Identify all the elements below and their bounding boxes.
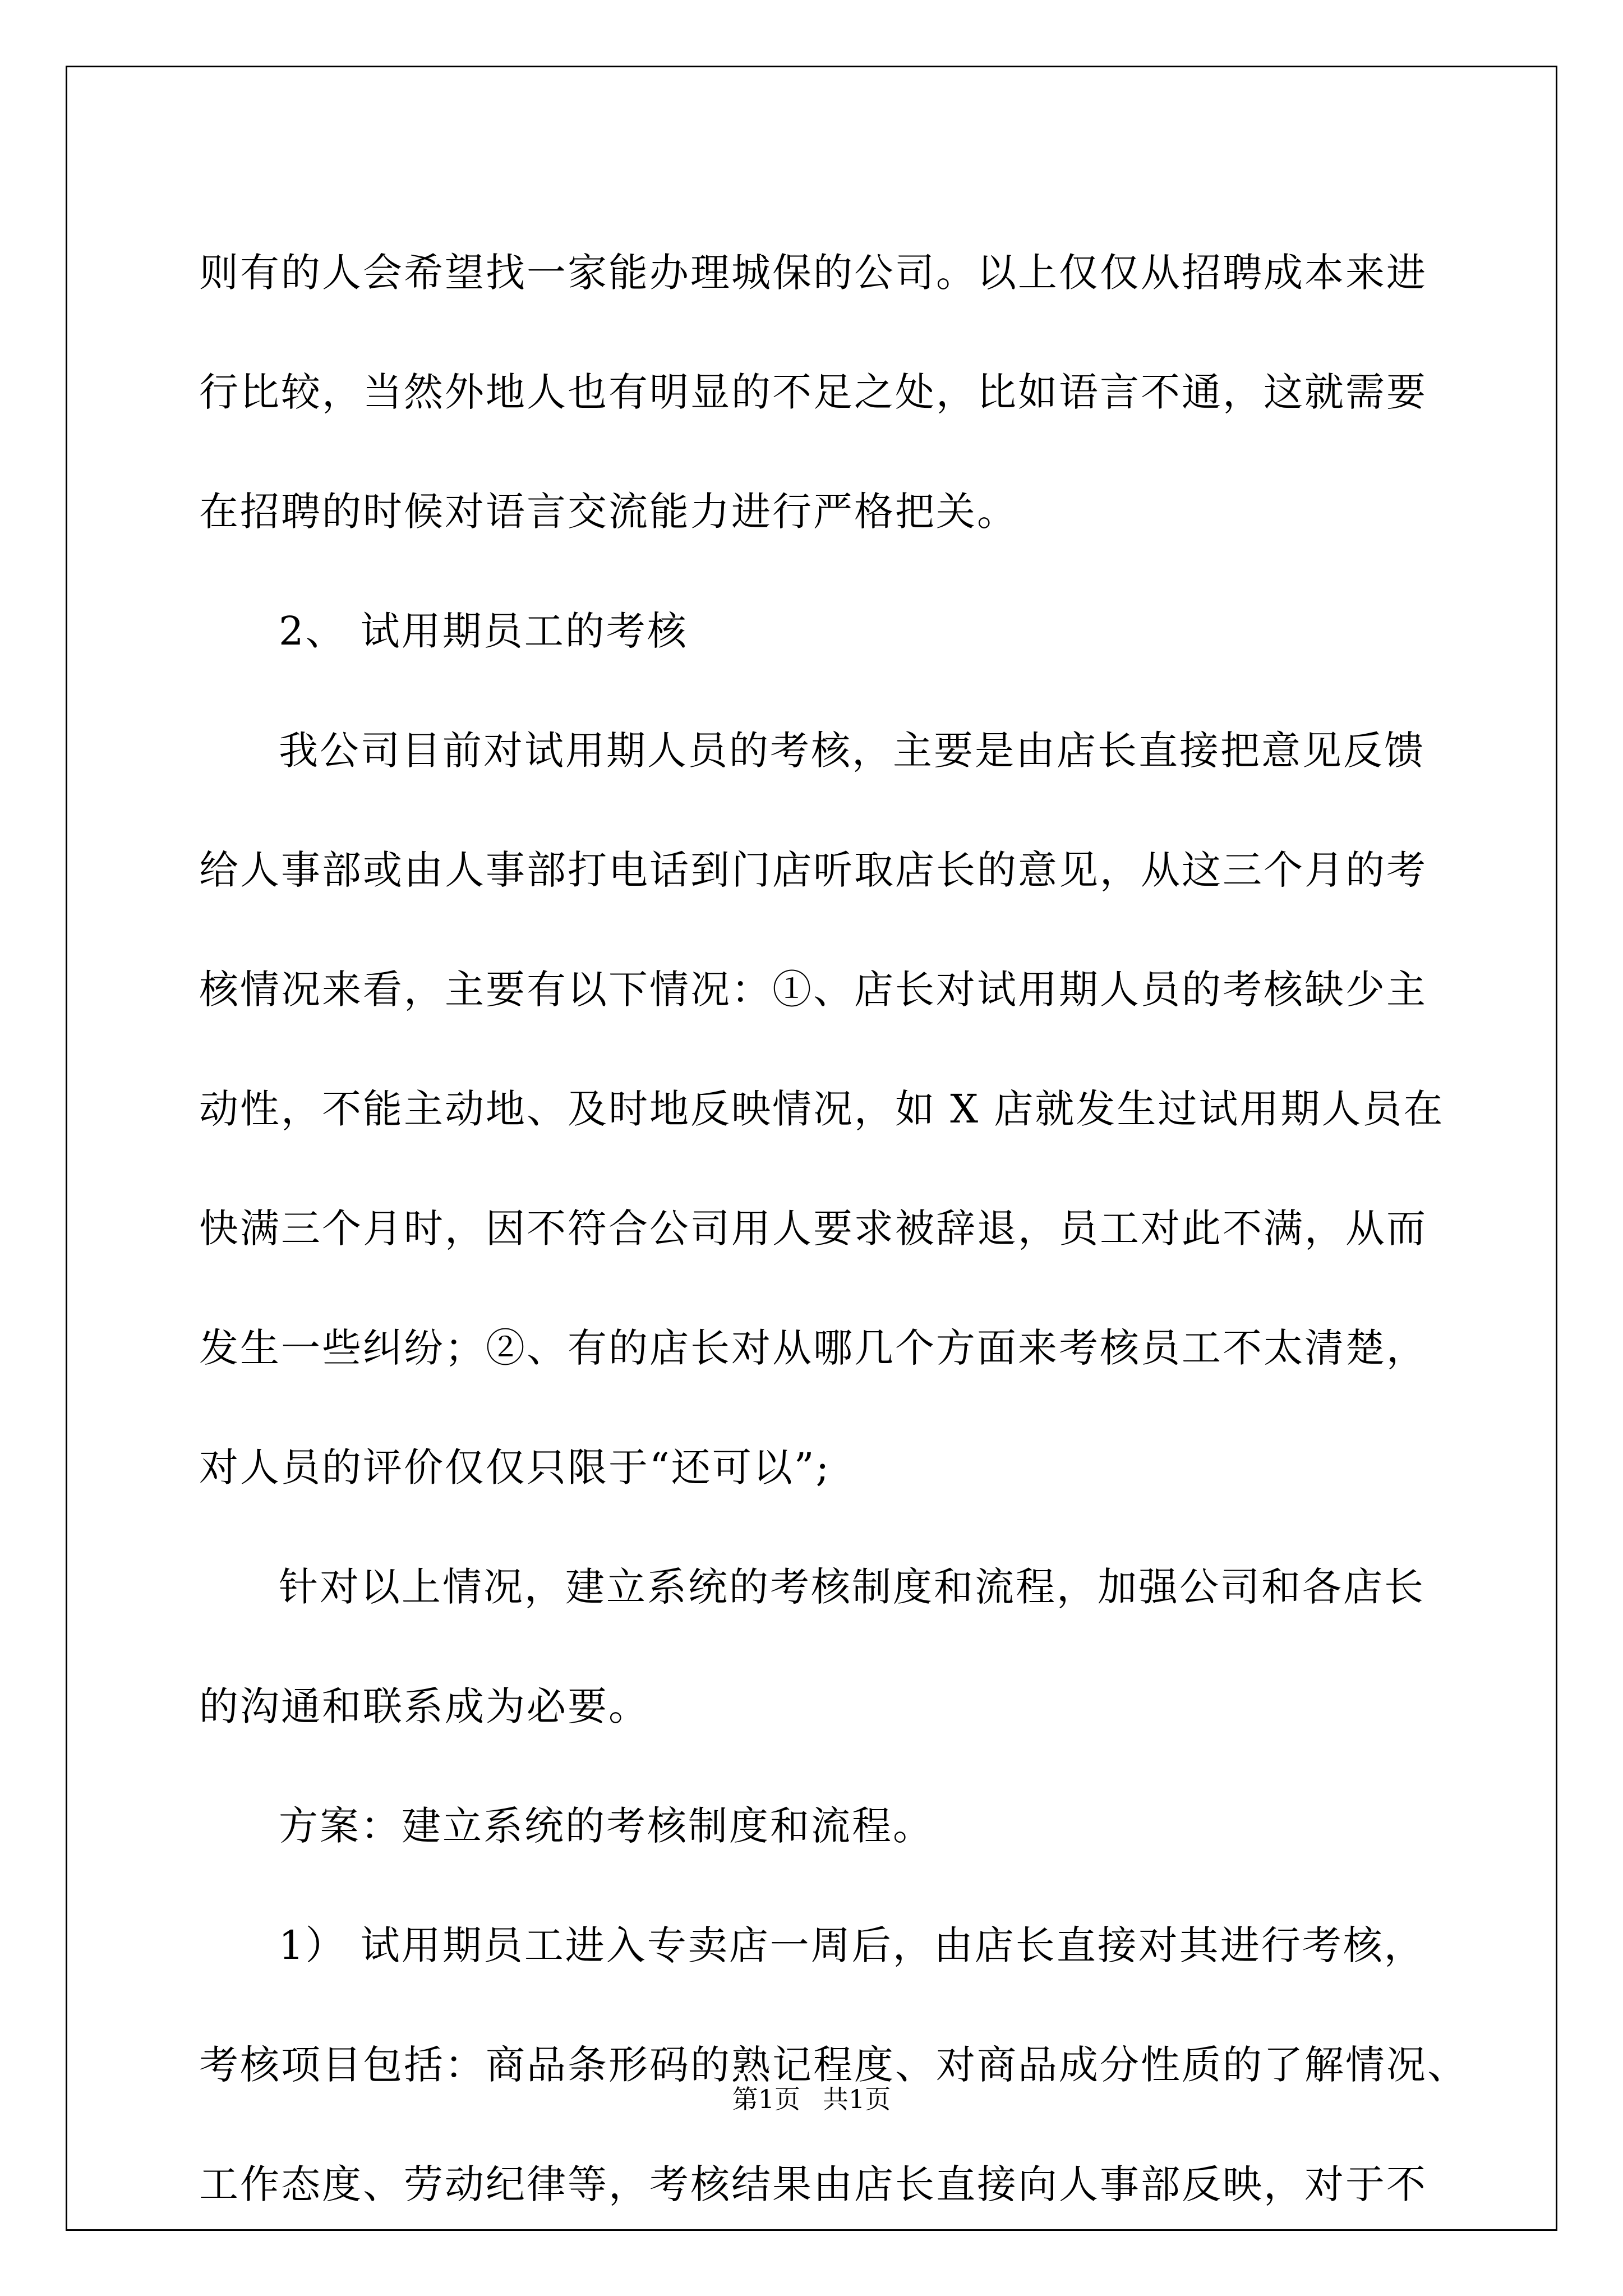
text-line: 动性，不能主动地、及时地反映情况，如 X 店就发生过试用期人员在 [199,1086,1445,1132]
text-line: 针对以上情况，建立系统的考核制度和流程，加强公司和各店长 [279,1564,1425,1610]
text-line: 方案：建立系统的考核制度和流程。 [279,1803,934,1849]
text-line: 对人员的评价仅仅只限于“还可以”; [199,1444,831,1490]
document-body [199,213,1468,2244]
text-line: 给人事部或由人事部打电话到门店听取店长的意见，从这三个月的考 [199,847,1427,893]
text-line: 工作态度、劳动纪律等，考核结果由店长直接向人事部反映，对于不 [199,2161,1427,2207]
page-total: 共1页 [823,2084,891,2114]
text-line: 发生一些纠纷；②、有的店长对从哪几个方面来考核员工不太清楚， [199,1325,1427,1371]
section-heading: 2、 试用期员工的考核 [279,608,688,654]
text-line: 快满三个月时，因不符合公司用人要求被辞退，员工对此不满，从而 [199,1205,1427,1251]
text-line: 的沟通和联系成为必要。 [199,1683,649,1729]
text-line: 行比较，当然外地人也有明显的不足之处，比如语言不通，这就需要 [199,369,1427,415]
text-line: 则有的人会希望找一家能办理城保的公司。以上仅仅从招聘成本来进 [199,250,1427,296]
page-footer [0,2082,1623,2116]
text-line: 在招聘的时候对语言交流能力进行严格把关。 [199,489,1018,535]
text-line: 1） 试用期员工进入专卖店一周后，由店长直接对其进行考核， [279,1922,1425,1968]
text-line: 考核项目包括：商品条形码的熟记程度、对商品成分性质的了解情况、 [199,2042,1468,2088]
text-line: 我公司目前对试用期人员的考核，主要是由店长直接把意见反馈 [279,728,1425,774]
text-line: 核情况来看，主要有以下情况：①、店长对试用期人员的考核缺少主 [199,967,1427,1013]
page-number: 第1页 [732,2084,800,2114]
